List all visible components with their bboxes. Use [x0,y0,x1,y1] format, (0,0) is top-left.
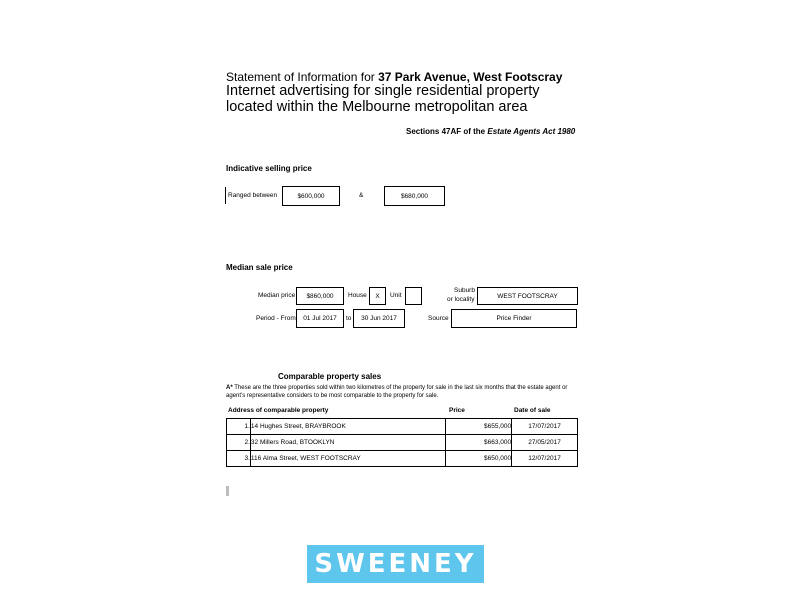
price-high-field: $680,000 [384,186,445,206]
row-date: 17/07/2017 [512,419,578,435]
period-to-field: 30 Jun 2017 [353,309,405,328]
row-date: 12/07/2017 [512,451,578,467]
row-number: 2. [227,435,251,451]
comparable-heading: Comparable property sales [278,372,382,381]
unit-field [405,287,422,305]
table-row [227,419,578,435]
row-price: $663,000 [446,435,512,451]
suburb-field: WEST FOOTSCRAY [477,287,578,305]
row-number: 1. [227,419,251,435]
row-price: $655,000 [446,419,512,435]
comparable-sales-table [226,418,578,467]
and-symbol: & [359,192,364,199]
property-address: 37 Park Avenue, West Footscray [378,70,563,84]
row-address: 14 Hughes Street, BRAYBROOK [250,419,445,435]
row-date: 27/05/2017 [512,435,578,451]
logo-text: SWEENEY [314,549,477,579]
sections-reference [406,127,575,136]
text-cursor [226,486,229,496]
locality-label: or locality [447,296,475,303]
period-from-field: 01 Jul 2017 [296,309,344,328]
median-price-field: $860,000 [296,287,344,305]
indicative-heading: Indicative selling price [226,164,312,173]
median-heading: Median sale price [226,263,293,272]
statement-prefix: Statement of Information for [226,70,379,84]
table-row [227,451,578,467]
row-price: $650,000 [446,451,512,467]
note-text: These are the three properties sold within two kilometres of the property for sale in the last six months that the estate agent or agent’s representative considers to be most comparable to the property for sale. [226,385,568,399]
row-address: 116 Alma Street, WEST FOOTSCRAY [250,451,445,467]
to-label: to [346,315,352,322]
price-low-field: $600,000 [282,186,340,206]
row-address: 32 Millers Road, BTOOKLYN [250,435,445,451]
suburb-label: Suburb [454,287,475,294]
row-number: 3. [227,451,251,467]
act-name: Estate Agents Act 1980 [487,127,576,136]
source-label: Source [428,315,449,322]
comparable-note [226,384,582,400]
sections-prefix: Sections 47AF of the [406,127,488,136]
house-field: X [369,287,386,305]
table-row [227,435,578,451]
col-date-header: Date of sale [514,407,551,414]
median-price-label: Median price [258,292,296,299]
unit-label: Unit [390,292,402,299]
period-label: Period - From [256,315,296,322]
col-price-header: Price [449,407,465,414]
statement-title [226,70,562,84]
col-address-header: Address of comparable property [228,407,329,414]
sweeney-logo [307,545,484,583]
house-label: House [348,292,367,299]
statement-subtitle: Internet advertising for single residential property located within the Melbourne metropolitan area [226,83,540,115]
source-field: Price Finder [451,309,577,328]
range-label: Ranged between [228,192,278,199]
note-marker: A* [226,385,233,391]
indicative-divider [225,187,226,204]
